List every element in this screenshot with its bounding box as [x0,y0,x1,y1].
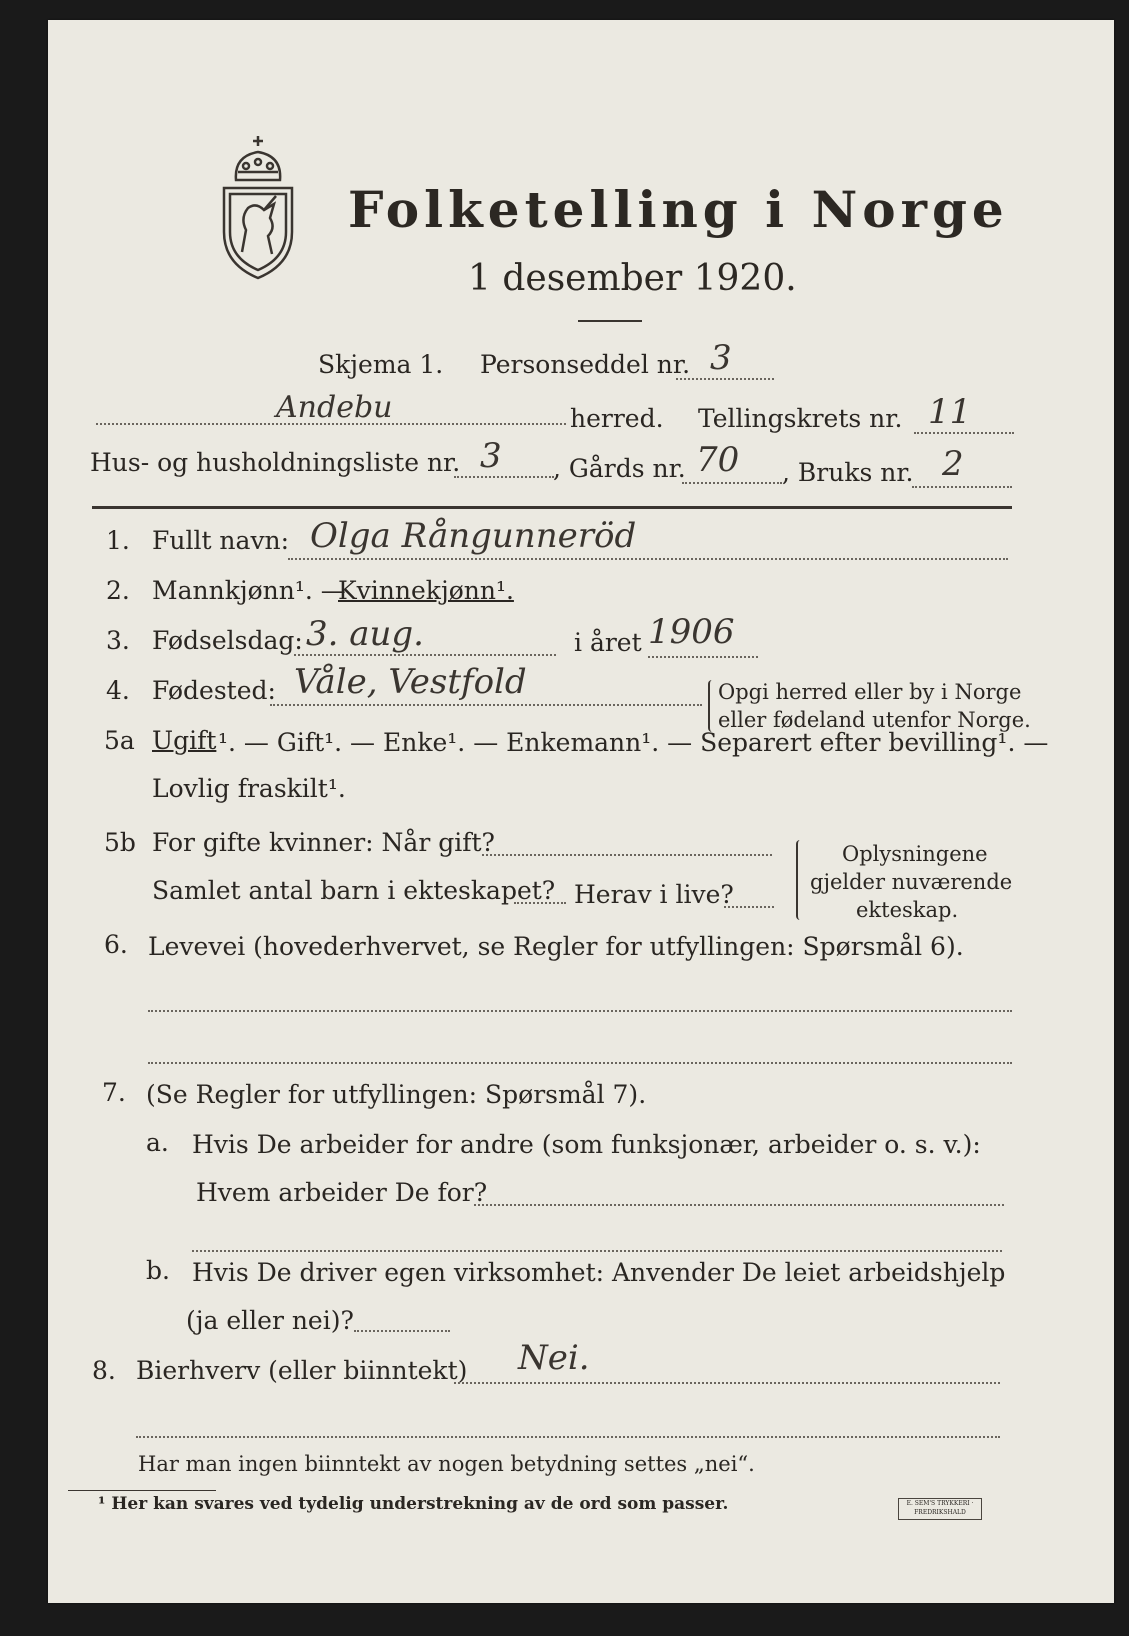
norwegian-coat-of-arms-icon [216,132,300,280]
q5b-line1: For gifte kvinner: Når gift? [152,828,495,857]
q2-male-option[interactable]: Mannkjønn¹. — [152,576,346,605]
q3-label: Fødselsdag: [152,626,303,655]
personseddel-value[interactable]: 3 [710,338,732,378]
printer-stamp: E. SEM'S TRYKKERI · FREDRIKSHALD [898,1498,982,1520]
footnote-divider [68,1490,216,1491]
q5b-note-2: gjelder nuværende [810,870,1013,894]
schema-label: Skjema 1. [318,350,444,379]
q7a-line1: Hvis De arbeider for andre (som funksjonær, arbeider o. s. v.): [192,1130,981,1159]
q5a-ugift-option[interactable]: Ugift [152,726,217,755]
title-divider [578,320,642,322]
q3-number: 3. [106,626,130,655]
q5b-number: 5b [104,828,136,857]
q1-number: 1. [106,526,130,555]
q8-value[interactable]: Nei. [518,1338,590,1378]
bruks-label: , Bruks nr. [782,458,914,487]
gards-line [682,482,782,484]
q8-label: Bierhverv (eller biinntekt) [136,1356,468,1385]
q6-number: 6. [104,930,128,959]
footnote: ¹ Her kan svares ved tydelig understrekning av de ord som passer. [98,1494,729,1514]
birthplace-value[interactable]: Våle, Vestfold [294,662,527,702]
q7b-line1: Hvis De driver egen virksomhet: Anvender De leiet arbeidshjelp [192,1258,1006,1287]
q3-line [294,654,556,656]
herred-label: herred. [570,404,664,433]
husliste-line [454,476,554,478]
husliste-label: Hus- og husholdningsliste nr. [90,448,461,477]
personseddel-label: Personseddel nr. [480,350,691,379]
q5b-alive-line [724,906,774,908]
q5a-number: 5a [104,726,135,755]
birth-year-value[interactable]: 1906 [648,612,735,652]
q2-female-option[interactable]: Kvinnekjønn¹. [338,576,514,605]
q5a-fraskilt-option[interactable]: Lovlig fraskilt¹. [152,774,346,803]
q5b-children-label: Samlet antal barn i ekteskapet? [152,876,556,905]
q5b-alive-label: Herav i live? [574,880,734,909]
q7a-line2: Hvem arbeider De for? [196,1178,488,1207]
q5b-note-1: Oplysningene [842,842,988,866]
husliste-value[interactable]: 3 [480,436,502,476]
q4-note-2: eller fødeland utenfor Norge. [718,708,1031,732]
q8-line [454,1382,1000,1384]
census-form-page [48,20,1114,1603]
header-divider [92,506,1012,509]
personseddel-line [676,378,774,380]
q5b-brace [796,840,804,920]
q4-line [270,704,702,706]
q7-label: (Se Regler for utfyllingen: Spørsmål 7). [146,1080,647,1109]
q7a-answer-line-2 [192,1250,1002,1252]
form-title: Folketelling i Norge [348,180,1009,239]
q1-label: Fullt navn: [152,526,290,555]
footer-note: Har man ingen biinntekt av nogen betydning settes „nei“. [138,1452,755,1476]
bruks-value[interactable]: 2 [942,444,964,484]
q2-number: 2. [106,576,130,605]
tellingskrets-label: Tellingskrets nr. [698,404,903,433]
q4-label: Fødested: [152,676,276,705]
tellingskrets-line [914,432,1014,434]
q5b-note-3: ekteskap. [856,898,959,922]
q3-year-line [648,656,758,658]
q6-line-2 [148,1062,1012,1064]
q4-number: 4. [106,676,130,705]
q5a-options[interactable]: ¹. — Gift¹. — Enke¹. — Enkemann¹. — Separert efter bevilling¹. — [218,728,1049,757]
q5b-children-line [514,902,566,904]
tellingskrets-value[interactable]: 11 [928,392,972,432]
q7a-answer-line-1 [474,1204,1004,1206]
bruks-line [912,486,1012,488]
q6-label: Levevei (hovederhvervet, se Regler for utfyllingen: Spørsmål 6). [148,932,964,961]
q4-brace [708,680,716,732]
q8-number: 8. [92,1356,116,1385]
q3-year-label: i året [574,628,642,657]
gards-value[interactable]: 70 [696,440,740,480]
q6-line-1 [148,1010,1012,1012]
q8-line-2 [136,1436,1000,1438]
q5b-married-line [482,854,772,856]
q7b-line2: (ja eller nei)? [186,1306,354,1335]
q7b-answer-line [354,1330,450,1332]
form-date: 1 desember 1920. [468,258,797,299]
gards-label: , Gårds nr. [553,454,686,483]
birthday-value[interactable]: 3. aug. [306,614,424,654]
full-name-value[interactable]: Olga Rångunneröd [310,516,637,556]
q7a-letter: a. [146,1128,169,1157]
q7-number: 7. [102,1078,126,1107]
q7b-letter: b. [146,1256,170,1285]
q1-line [288,558,1008,560]
q4-note-1: Opgi herred eller by i Norge [718,680,1022,704]
herred-value[interactable]: Andebu [276,390,393,425]
